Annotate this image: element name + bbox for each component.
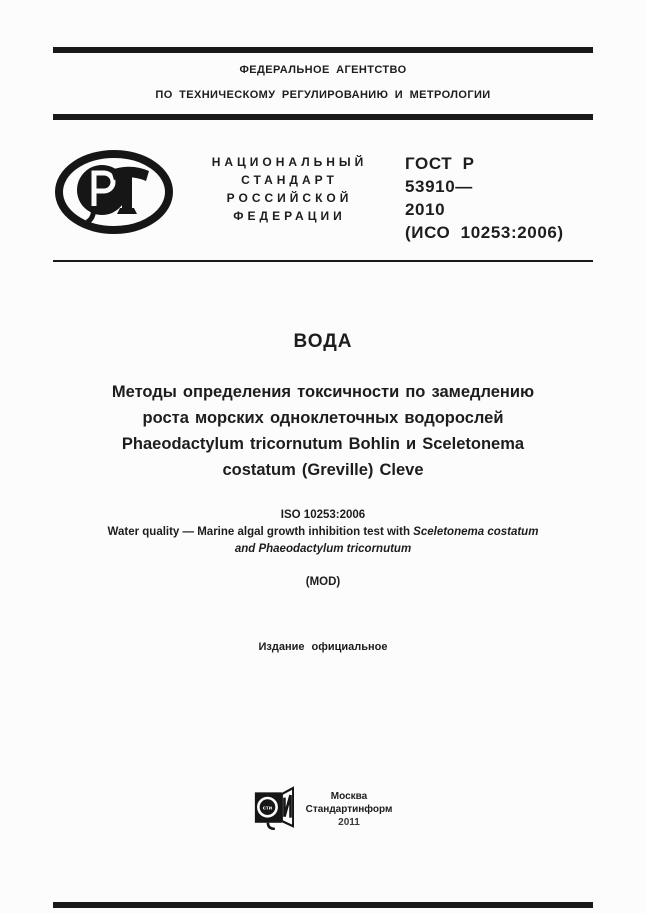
- header-rule: [53, 114, 593, 120]
- iso-title-regular: Water quality — Marine algal growth inhibition test with: [107, 526, 414, 538]
- bottom-rule: [53, 902, 593, 908]
- standartinform-logo-icon: [254, 786, 294, 835]
- standard-type-line: НАЦИОНАЛЬНЫЙ: [211, 155, 368, 169]
- conformity-code: (MOD): [305, 576, 341, 588]
- standard-heading-row: [53, 150, 593, 244]
- document-title-line: Методы определения токсичности по замедлению: [111, 383, 535, 401]
- agency-line-1: ФЕДЕРАЛЬНОЕ АГЕНТСТВО: [239, 64, 407, 76]
- iso-title-line-2: and Phaeodactylum tricornutum: [234, 543, 412, 555]
- designation-line: (ИСО 10253:2006): [405, 223, 564, 242]
- document-title-line: Phaeodactylum tricornutum Bohlin и Sceletonema: [121, 435, 525, 453]
- agency-line-2: ПО ТЕХНИЧЕСКОМУ РЕГУЛИРОВАНИЮ И МЕТРОЛОГИИ: [155, 89, 491, 101]
- document-title: [53, 379, 593, 483]
- imprint-text: [306, 786, 393, 829]
- document-subject: ВОДА: [293, 331, 353, 352]
- standard-type-line: ФЕДЕРАЦИИ: [233, 209, 346, 223]
- imprint-city: Москва: [330, 791, 368, 802]
- standard-type-line: СТАНДАРТ: [241, 173, 338, 187]
- designation-line: ГОСТ Р: [405, 154, 475, 173]
- document-title-line: costatum (Greville) Cleve: [222, 461, 424, 479]
- iso-reference: [53, 507, 593, 591]
- rst-emblem-icon: [54, 150, 174, 241]
- standartinform-monogram: сти: [262, 805, 272, 812]
- document-title-line: роста морских одноклеточных водорослей: [142, 409, 504, 427]
- imprint-publisher: Стандартинформ: [305, 804, 393, 815]
- iso-title-italic: Sceletonema costatum: [413, 526, 539, 538]
- designation-rule: [53, 260, 593, 262]
- official-edition-note: Издание официальное: [258, 641, 388, 653]
- iso-title-line-1: [53, 524, 593, 541]
- standard-type-line: РОССИЙСКОЙ: [226, 191, 353, 205]
- imprint-block: [53, 786, 593, 835]
- designation-line: 2010: [405, 200, 446, 219]
- designation-line: 53910—: [405, 177, 473, 196]
- imprint-year: 2011: [338, 817, 360, 828]
- agency-header: [53, 53, 593, 114]
- standard-type: [174, 150, 405, 225]
- iso-code: ISO 10253:2006: [280, 509, 366, 521]
- standard-designation: [405, 150, 593, 244]
